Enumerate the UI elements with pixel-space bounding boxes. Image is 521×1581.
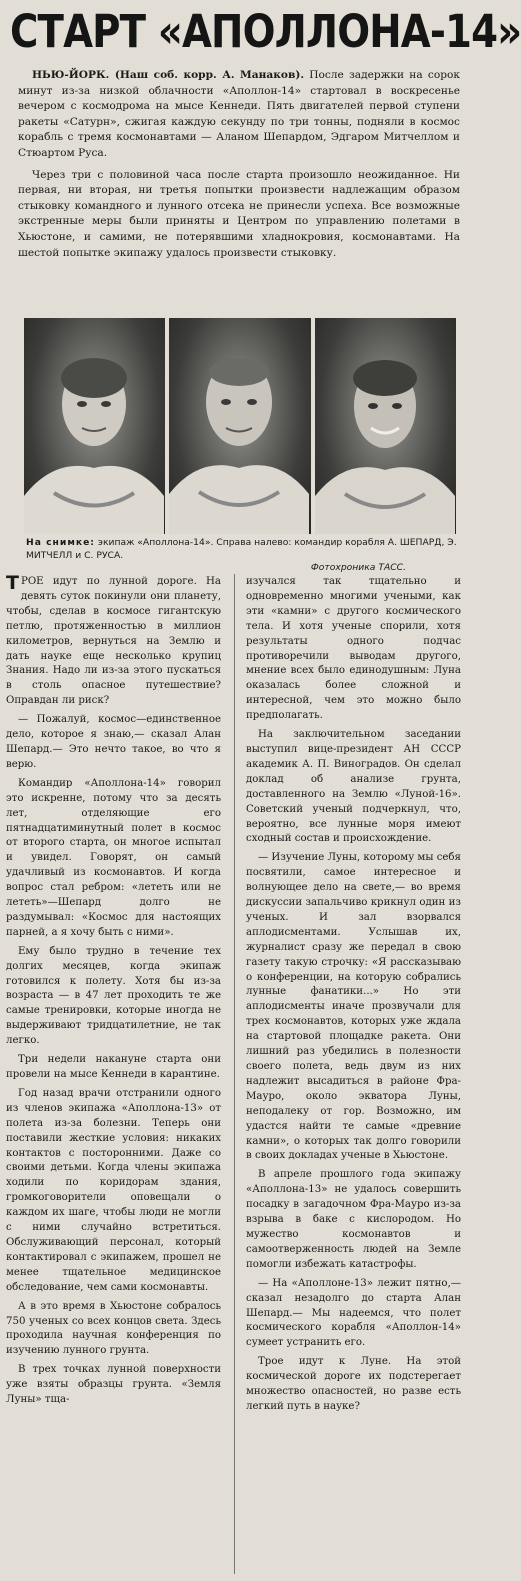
article-paragraph: Год назад врачи отстранили одного из членов экипажа «Аполлона-13» от полета из-за болезни. Теперь они поставили жесткие условия: никаких контактов с посторонними. Даже со своими детьми. Когда члены экипажа ходили по коридорам здания, громкоговорители оповещали о каждом их шаге, чтобы люди не могли с ними случайно встретиться. Обслуживающий персонал, который контактировал с экипажем, прошел не менее тщательное медицинское обследование, чем сами космонавты. <box>6 1087 221 1293</box>
crew-photo <box>24 318 456 534</box>
dateline: НЬЮ-ЙОРК. (Наш соб. корр. А. Манаков). <box>32 69 305 81</box>
article-left-column <box>6 572 221 1412</box>
portrait-photo-center <box>169 318 310 534</box>
portrait-photo-right <box>315 318 456 534</box>
article-paragraph: В трех точках лунной поверхности уже взяты образцы грунта. «Земля Луны» тща- <box>6 1364 221 1406</box>
column-divider <box>234 574 235 1574</box>
article-paragraph: А в это время в Хьюстоне собралось 750 ученых со всех концов света. Здесь проходила научная конференция по изучению лунного грунта. <box>6 1300 221 1357</box>
lead-section <box>18 68 460 267</box>
portrait-silhouette <box>169 318 309 534</box>
portrait-silhouette <box>315 318 455 534</box>
article-paragraph: На заключительном заседании выступил вице-президент АН СССР академик А. П. Виноградов. Он сделал доклад об анализе грунта, доставленного на Землю «Луной-16». Советский ученый подчеркнул, что, вероятно, все лунные моря имеют сходный состав и происхождение. <box>246 729 461 845</box>
caption-text <box>26 537 458 562</box>
photo-credit: Фотохроника ТАСС. <box>310 562 406 573</box>
article-paragraph: — Пожалуй, космос—единственное дело, которое я знаю,— сказал Алан Шепард.— Это нечто такое, во что я верю. <box>6 714 221 770</box>
article-paragraph: ТРОЕ идут по лунной дороге. На девять суток покинули они планету, чтобы, сделав в космосе гигантскую петлю, протяженностью в миллион километров, вернуться на Землю и дать науке еще несколько крупиц Знания. Надо ли из-за этого пускаться в столь опасное путешествие? Оправдан ли риск? <box>6 572 221 707</box>
caption-body: экипаж «Аполлона-14». Справа налево: командир корабля А. ШЕПАРД, Э. МИТЧЕЛЛ и С. РУСА. <box>26 537 457 561</box>
article-paragraph: Командир «Аполлона-14» говорил это искренне, потому что за десять лет, отделяющие его пятнадцатиминутный полет в космос от второго старта, он многое испытал и увидел. Говорят, он самый удачливый из космонавтов. И когда вопрос стал ребром: «лететь или не лететь»—Шепард долго не раздумывал: «Космос для настоящих парней, а я хочу быть с ними». <box>6 777 221 938</box>
lead-paragraph-2: Через три с половиной часа после старта произошло неожиданное. Ни первая, ни вторая, ни третья попытки произвести надлежащим образом стыковку командного и лунного отсека не принесли успеха. Все возможные экстренные меры были приняты и Центром по управлению полетами в Хьюстоне, и самими, не потерявшими хладнокровия, космонавтами. На шестой попытке экипажу удалось произвести стыковку. <box>18 168 460 259</box>
article-paragraph: — Изучение Луны, которому мы себя посвятили, самое интересное и волнующее дело на свете,— во время дискуссии запальчиво крикнул один из ученых. И зал взорвался аплодисментами. Услышав их, журналист сразу же передал в свою газету такую строчку: «Я рассказываю о конференции, на которую собрались лунные фанатики...» Но эти аплодисменты иначе прозвучали для трех космонавтов, которых уже ждала на стартовой площадке ракета. Они лишний раз убедились в полезности своего полета, ведь двум из них надлежит высадиться в районе Фра-Мауро, около экватора Луны, неподалеку от гор. Возможно, им удастся найти те самые «древние камни», о которых так долго говорили в своих докладах ученые в Хьюстоне. <box>246 852 461 1162</box>
article-paragraph: В апреле прошлого года экипажу «Аполлона-13» не удалось совершить посадку в загадочном Фра-Мауро из-за взрыва в баке с кислородом. Но мужество космонавтов и самоотверженность людей на Земле помогли избежать катастрофы. <box>246 1169 461 1270</box>
article-right-column <box>246 575 461 1419</box>
portrait-photo-left <box>24 318 165 534</box>
lead-text: После задержки на сорок минут из-за низкой облачности «Аполлон-14» стартовал в воскресенье вечером с космодрома на мысе Кеннеди. Пять двигателей первой ступени ракеты «Сатурн», сжигая каждую секунду по три тонны, подняли в космос корабль с тремя космонавтами — Аланом Шепардом, Эдгаром Митчеллом и Стюартом Руса. <box>18 69 460 159</box>
caption-label: На снимке: <box>26 537 95 548</box>
portrait-silhouette <box>24 318 164 534</box>
headline: СТАРТ «АПОЛЛОНА-14» <box>10 5 521 58</box>
photo-caption <box>26 537 458 575</box>
article-paragraph: Три недели накануне старта они провели на мысе Кеннеди в карантине. <box>6 1054 221 1080</box>
article-paragraph: — На «Аполлоне-13» лежит пятно,— сказал незадолго до старта Алан Шепард.— Мы надеемся, что полет космического корабля «Аполлон-14» сумеет устранить его. <box>246 1277 461 1349</box>
lead-paragraph <box>18 68 460 162</box>
article-paragraph: Ему было трудно в течение тех долгих месяцев, когда экипаж готовился к полету. Хотя бы из-за возраста — в 47 лет проходить те же самые тренировки, которые иногда не выдерживают тридцатилетние, не так легко. <box>6 945 221 1047</box>
article-paragraph: Трое идут к Луне. На этой космической дороге их подстерегает множество опасностей, но разве есть легкий путь в науке? <box>246 1356 461 1412</box>
article-paragraph: изучался так тщательно и одновременно многими учеными, как эти «камни» с другого космического тела. И хотя ученые спорили, хотя результаты одного подчас противоречили выводам другого, мнение всех было единодушным: Луна оказалась более сложной и интересной, чем это можно было предполагать. <box>246 576 461 722</box>
